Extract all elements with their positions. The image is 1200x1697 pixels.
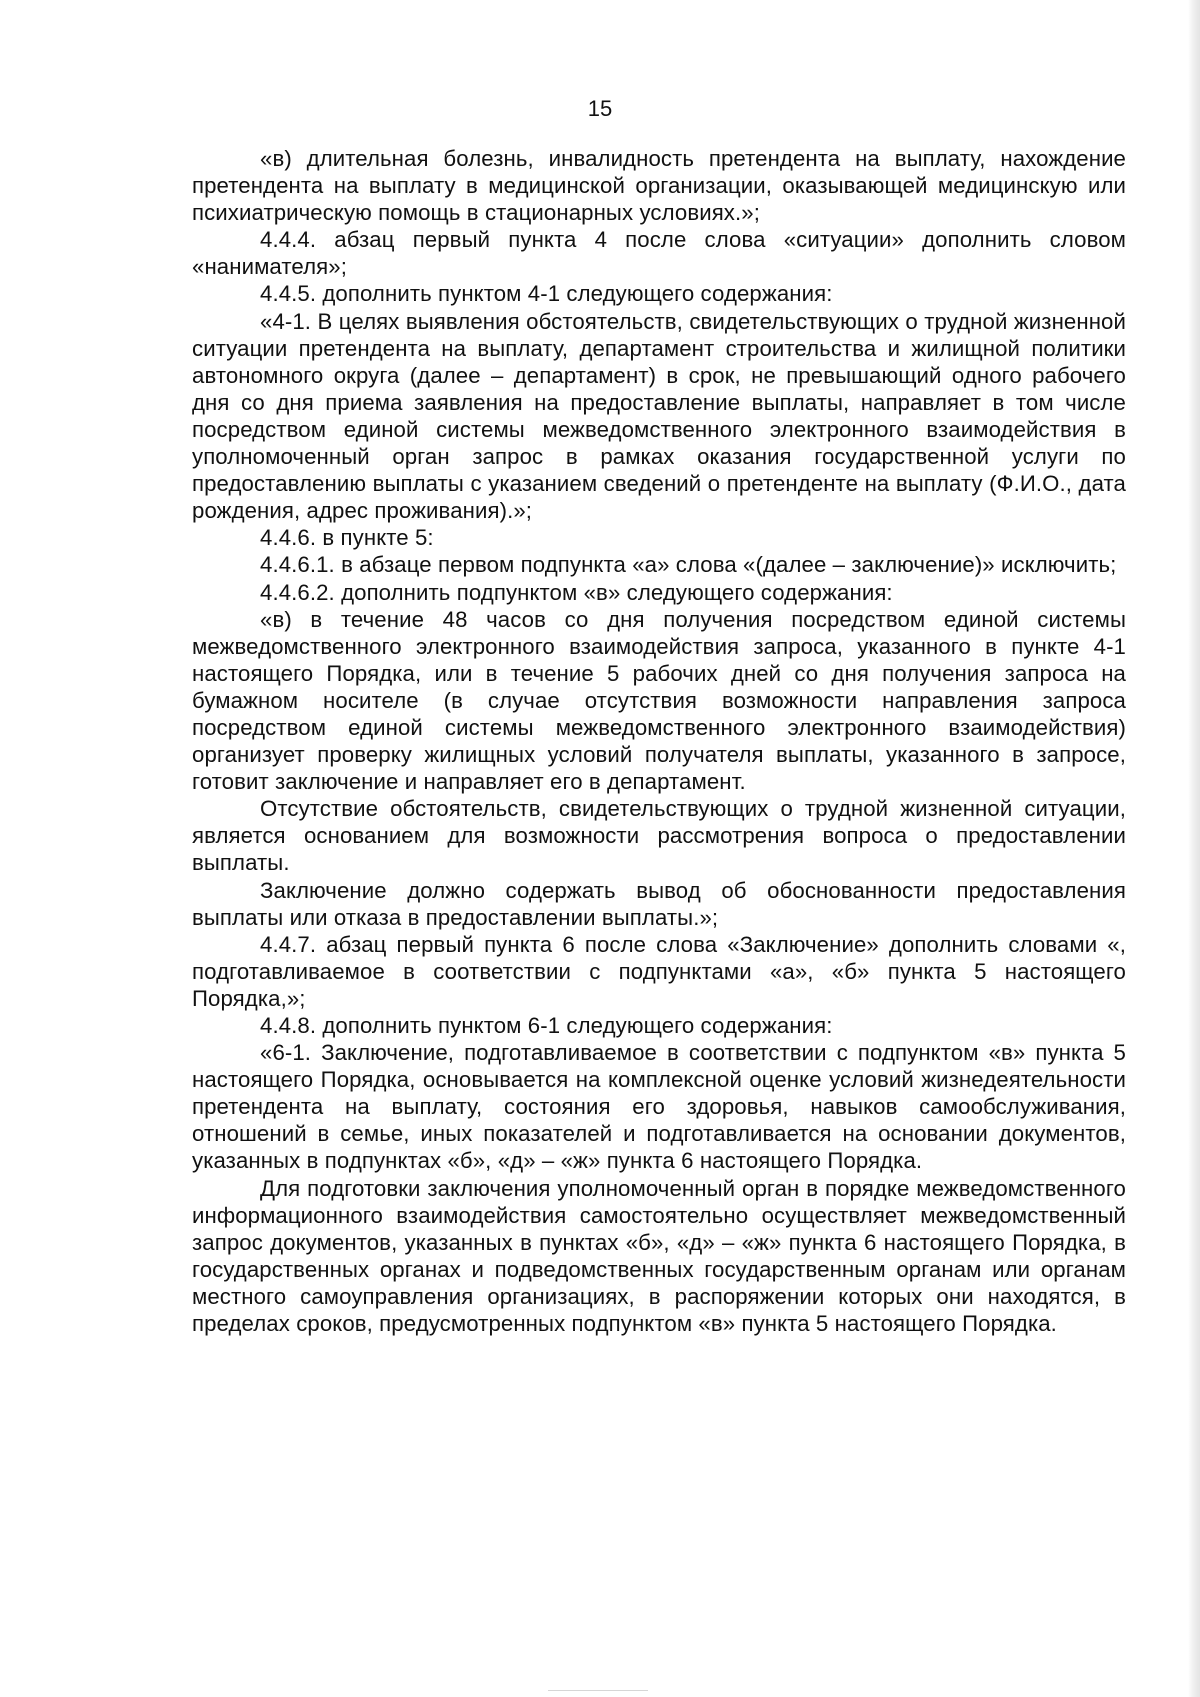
paragraph-interagency-request: Для подготовки заключения уполномоченный орган в порядке межведомственного информационного взаимодействия самостоятельно осуществляет межведомственный запрос документов, указанных в пунктах «б», «д» – «ж» пункта 6 настоящего Порядка, в государственных органах и подведомственных государственным органам или органам местного самоуправления организациях, в распоряжении которых они находятся, в пределах сроков, предусмотренных подпунктом «в» пункта 5 настоящего Порядка.	[192, 1175, 1126, 1337]
paragraph-conclusion-content: Заключение должно содержать вывод об обоснованности предоставления выплаты или отказа в предоставлении выплаты.»;	[192, 877, 1126, 930]
paragraph-6-1: «6-1. Заключение, подготавливаемое в соответствии с подпунктом «в» пункта 5 настоящего Порядка, основывается на комплексной оценке условий жизнедеятельности претендента на выплату, состояния его здоровья, навыков самообслуживания, отношений в семье, иных показателей и подготавливается на основании документов, указанных в подпунктах «б», «д» – «ж» пункта 6 настоящего Порядка.	[192, 1040, 1126, 1174]
paragraph-4-1: «4-1. В целях выявления обстоятельств, свидетельствующих о трудной жизненной ситуации претендента на выплату, департамент строительства и жилищной политики автономного округа (далее – департамент) в срок, не превышающий одного рабочего дня со дня приема заявления на предоставление выплаты, направляет в том числе посредством единой системы межведомственного электронного взаимодействия в уполномоченный орган запрос в рамках оказания государственной услуги по предоставлению выплаты с указанием сведений о претенденте на выплату (Ф.И.О., дата рождения, адрес проживания).»;	[192, 308, 1126, 524]
document-body	[192, 145, 1126, 1337]
paragraph-4-4-6: 4.4.6. в пункте 5:	[260, 525, 434, 551]
paragraph-4-4-8: 4.4.8. дополнить пунктом 6-1 следующего содержания:	[260, 1013, 833, 1038]
paragraph-4-4-6-1: 4.4.6.1. в абзаце первом подпункта «а» слова «(далее – заключение)» исключить;	[260, 552, 1117, 578]
paragraph-subitem-v-48-hours: «в) в течение 48 часов со дня получения посредством единой системы межведомственного электронного взаимодействия запроса, указанного в пункте 4-1 настоящего Порядка, или в течение 5 рабочих дней со дня получения запроса на бумажном носителе (в случае отсутствия возможности направления запроса посредством единой системы межведомственного электронного взаимодействия) организует проверку жилищных условий получателя выплаты, указанного в запросе, готовит заключение и направляет его в департамент.	[192, 606, 1126, 795]
paragraph-4-4-7: 4.4.7. абзац первый пункта 6 после слова «Заключение» дополнить словами «, подготавливаемое в соответствии с подпунктами «а», «б» пункта 5 настоящего Порядка,»;	[192, 931, 1126, 1011]
bottom-scan-mark	[548, 1690, 648, 1691]
paragraph-subitem-v-illness: «в) длительная болезнь, инвалидность претендента на выплату, нахождение претендента на выплату в медицинской организации, оказывающей медицинскую или психиатрическую помощь в стационарных условиях.»;	[192, 146, 1126, 226]
paragraph-absence-of-circumstances: Отсутствие обстоятельств, свидетельствующих о трудной жизненной ситуации, является основанием для возможности рассмотрения вопроса о предоставлении выплаты.	[192, 796, 1126, 876]
paragraph-4-4-5: 4.4.5. дополнить пунктом 4-1 следующего содержания:	[260, 281, 833, 307]
paragraph-4-4-6-2: 4.4.6.2. дополнить подпунктом «в» следующего содержания:	[260, 579, 893, 605]
paragraph-4-4-4: 4.4.4. абзац первый пункта 4 после слова «ситуации» дополнить словом «нанимателя»;	[192, 227, 1126, 280]
page-number: 15	[587, 96, 613, 121]
page-edge-shadow	[1188, 0, 1200, 1697]
